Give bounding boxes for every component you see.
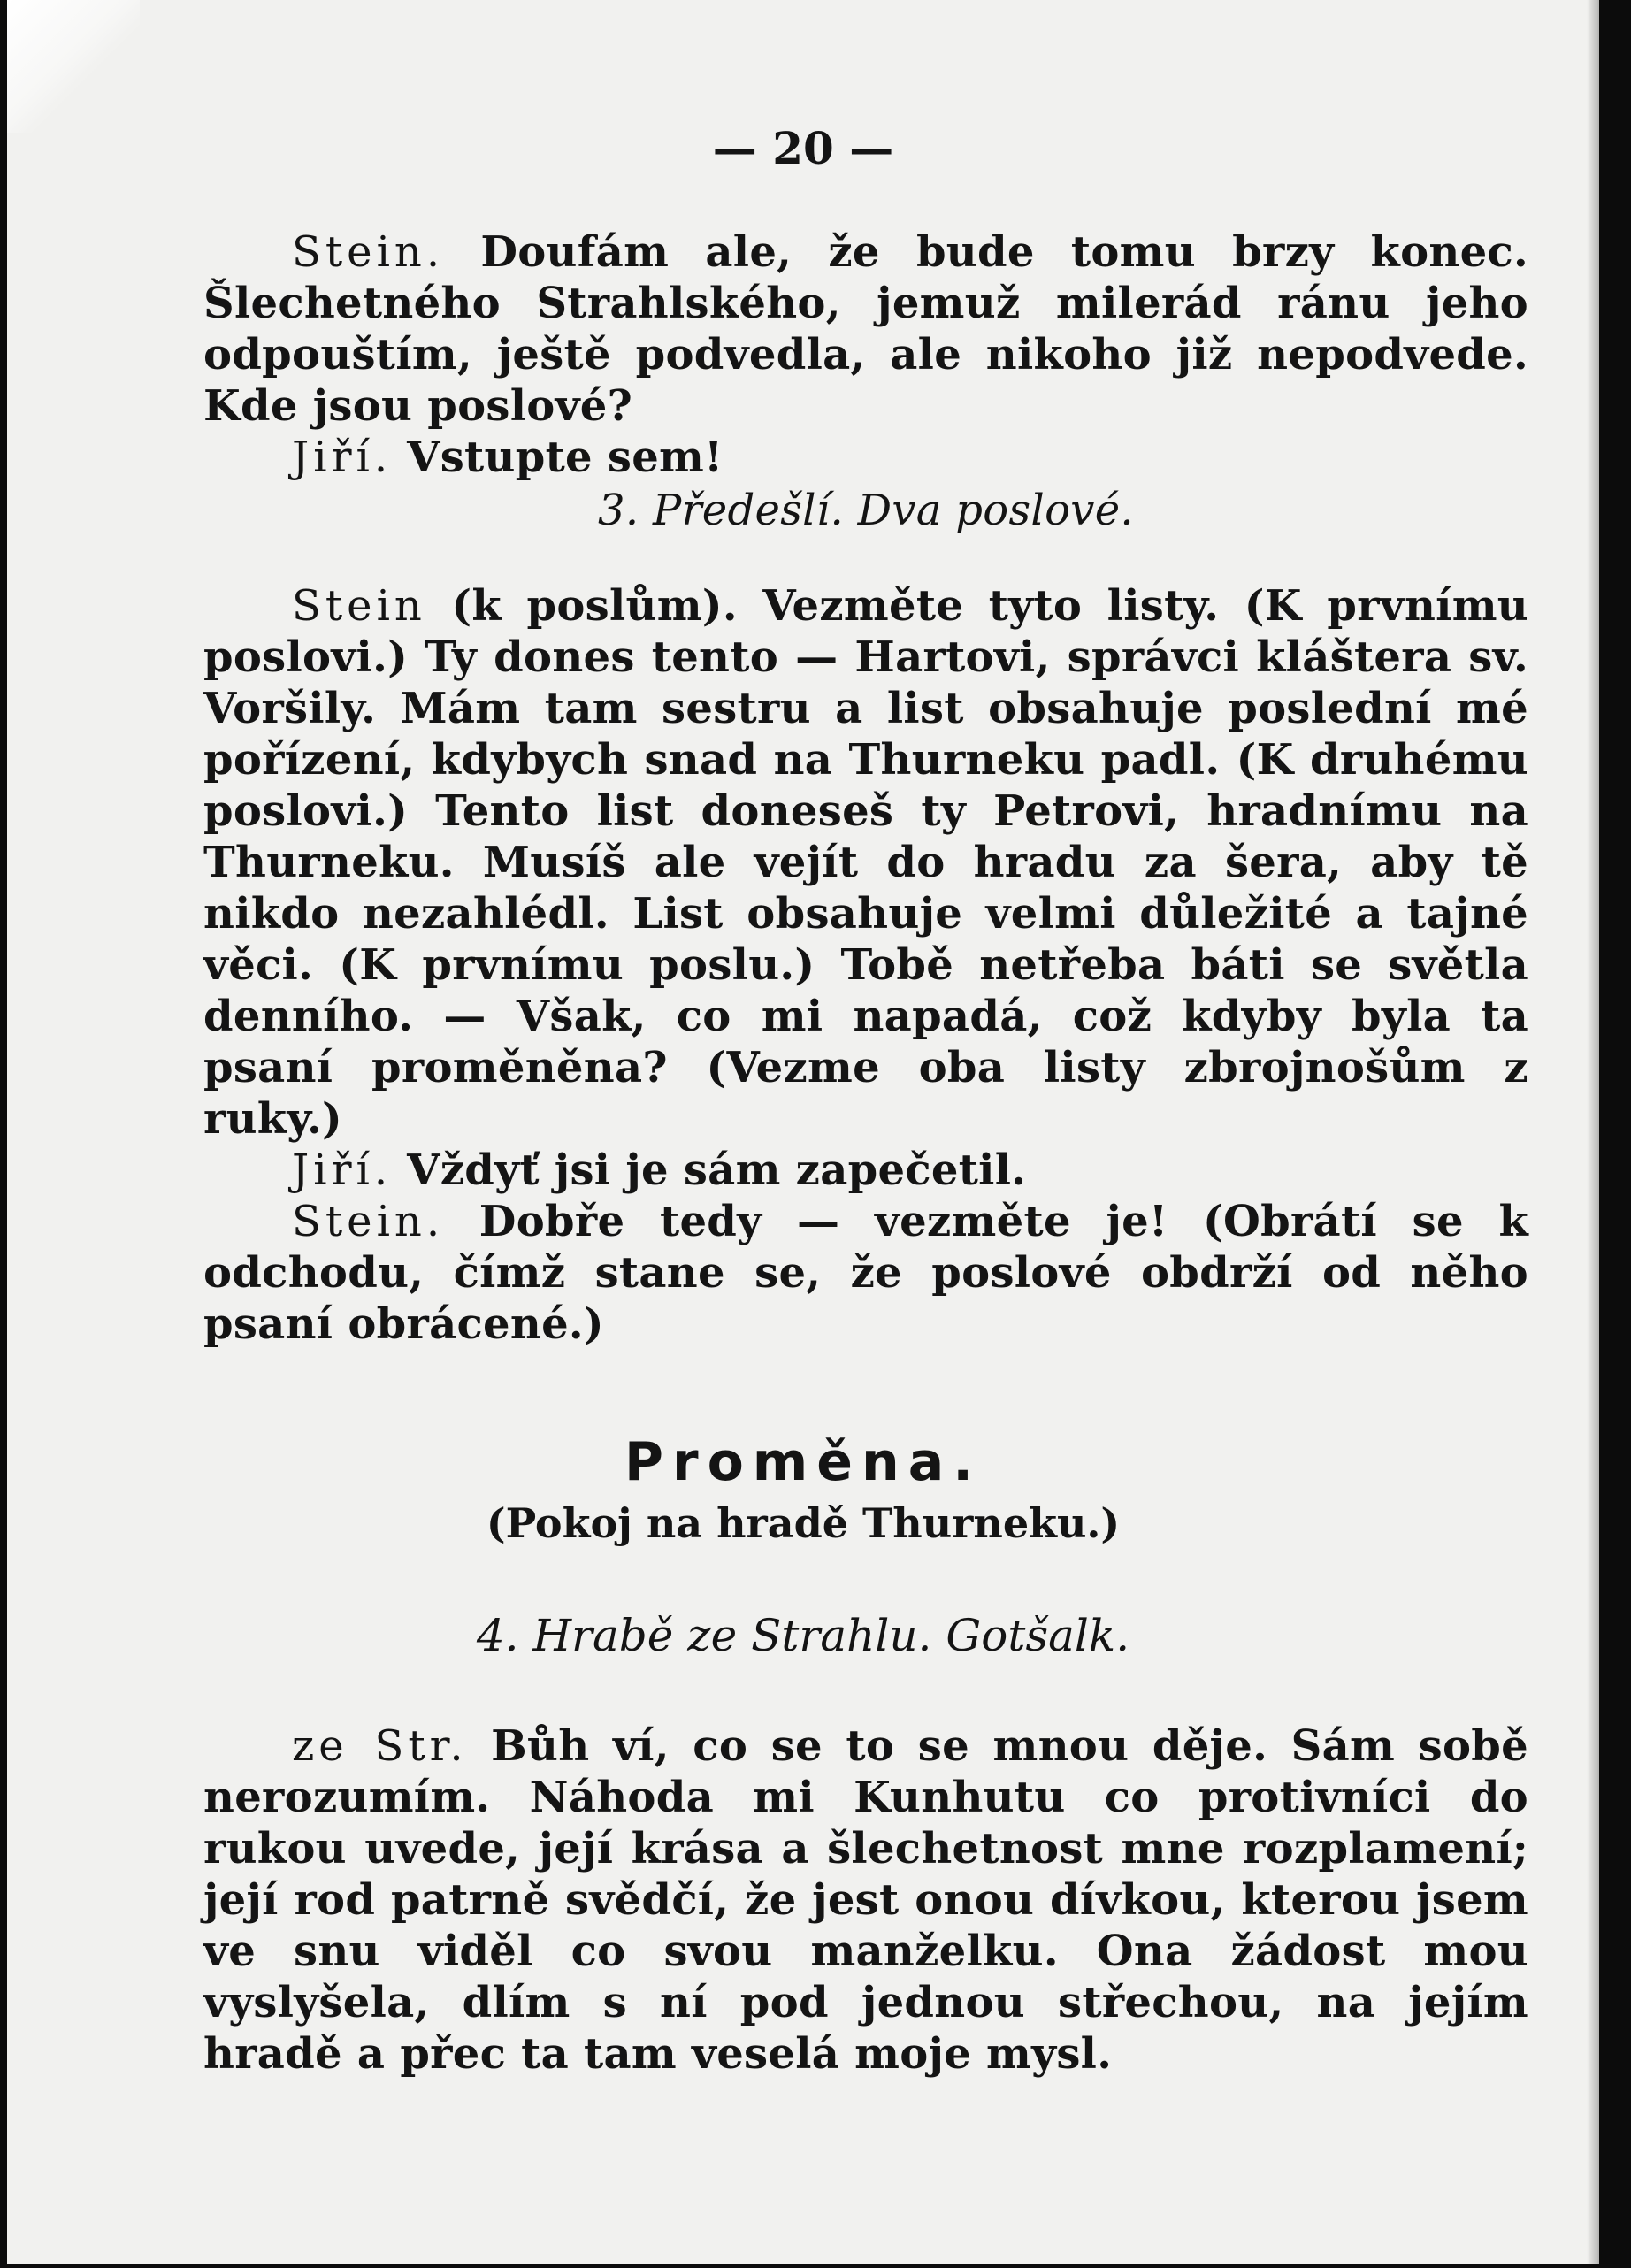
speaker-name: ze Str. xyxy=(292,1721,468,1771)
dialogue-paragraph xyxy=(203,1145,1528,1196)
dialogue-paragraph xyxy=(203,580,1528,1145)
dialogue-paragraph xyxy=(203,432,1528,483)
speaker-name: Stein. xyxy=(292,227,445,277)
dialogue-block-2 xyxy=(203,580,1528,1350)
scene-heading: 3. Předešlí. Dva poslové. xyxy=(598,486,1134,535)
section-title: Proměna. xyxy=(624,1431,982,1493)
speaker-name: Jiří. xyxy=(292,1145,393,1195)
dialogue-text: Vždyť jsi je sám zapečetil. xyxy=(407,1145,1027,1195)
dialogue-text: Doufám ale, že bude tomu brzy konec. Šlechetného Strahlského, jemuž milerád ránu jeho odpouštím, ještě podvedla, ale nikoho již nepodvede. Kde jsou poslové? xyxy=(203,227,1528,431)
document-page xyxy=(7,0,1599,2264)
dialogue-block-3 xyxy=(203,1720,1528,2080)
scene-heading: 4. Hrabě ze Strahlu. Gotšalk. xyxy=(476,1610,1130,1661)
dialogue-paragraph xyxy=(203,1720,1528,2080)
dialogue-paragraph xyxy=(203,1196,1528,1350)
speaker-name: Jiří. xyxy=(292,433,393,482)
speaker-name: Stein. xyxy=(292,1197,445,1246)
dialogue-text: Bůh ví, co se to se mnou děje. Sám sobě nerozumím. Náhoda mi Kunhutu co protivníci do rukou uvede, její krása a šlechetnost mne rozplamení; její rod patrně svědčí, že jest onou dívkou, kterou jsem ve snu viděl co svou manželku. Ona žádost mou vyslyšela, dlím s ní pod jednou střechou, na jejím hradě a přec ta tam veselá moje mysl. xyxy=(203,1721,1528,2079)
page-number: — 20 — xyxy=(712,122,894,174)
scene-heading-3-block xyxy=(203,485,1528,536)
dialogue-text: Dobře tedy — vezměte je! (Obrátí se k odchodu, čímž stane se, že poslové obdrží od něho psaní obrácené.) xyxy=(203,1197,1528,1349)
dialogue-text: Vstupte sem! xyxy=(407,433,724,482)
dialogue-paragraph xyxy=(203,226,1528,432)
speaker-name: Stein xyxy=(292,581,426,631)
dialogue-block-1 xyxy=(203,226,1528,483)
dialogue-text: (k poslům). Vezměte tyto listy. (K prvnímu poslovi.) Ty dones tento — Hartovi, správci kláštera sv. Voršily. Mám tam sestru a list obsahuje poslední mé pořízení, kdybych snad na Thurneku padl. (K druhému poslovi.) Tento list doneseš ty Petrovi, hradnímu na Thurneku. Musíš ale vejít do hradu za šera, aby tě nikdo nezahlédl. List obsahuje velmi důležité a tajné věci. (K prvnímu poslu.) Tobě netřeba báti se světla denního. — Však, co mi napadá, což kdyby byla ta psaní proměněna? (Vezme oba listy zbrojnošům z ruky.) xyxy=(203,581,1529,1144)
section-subtitle: (Pokoj na hradě Thurneku.) xyxy=(486,1499,1121,1547)
